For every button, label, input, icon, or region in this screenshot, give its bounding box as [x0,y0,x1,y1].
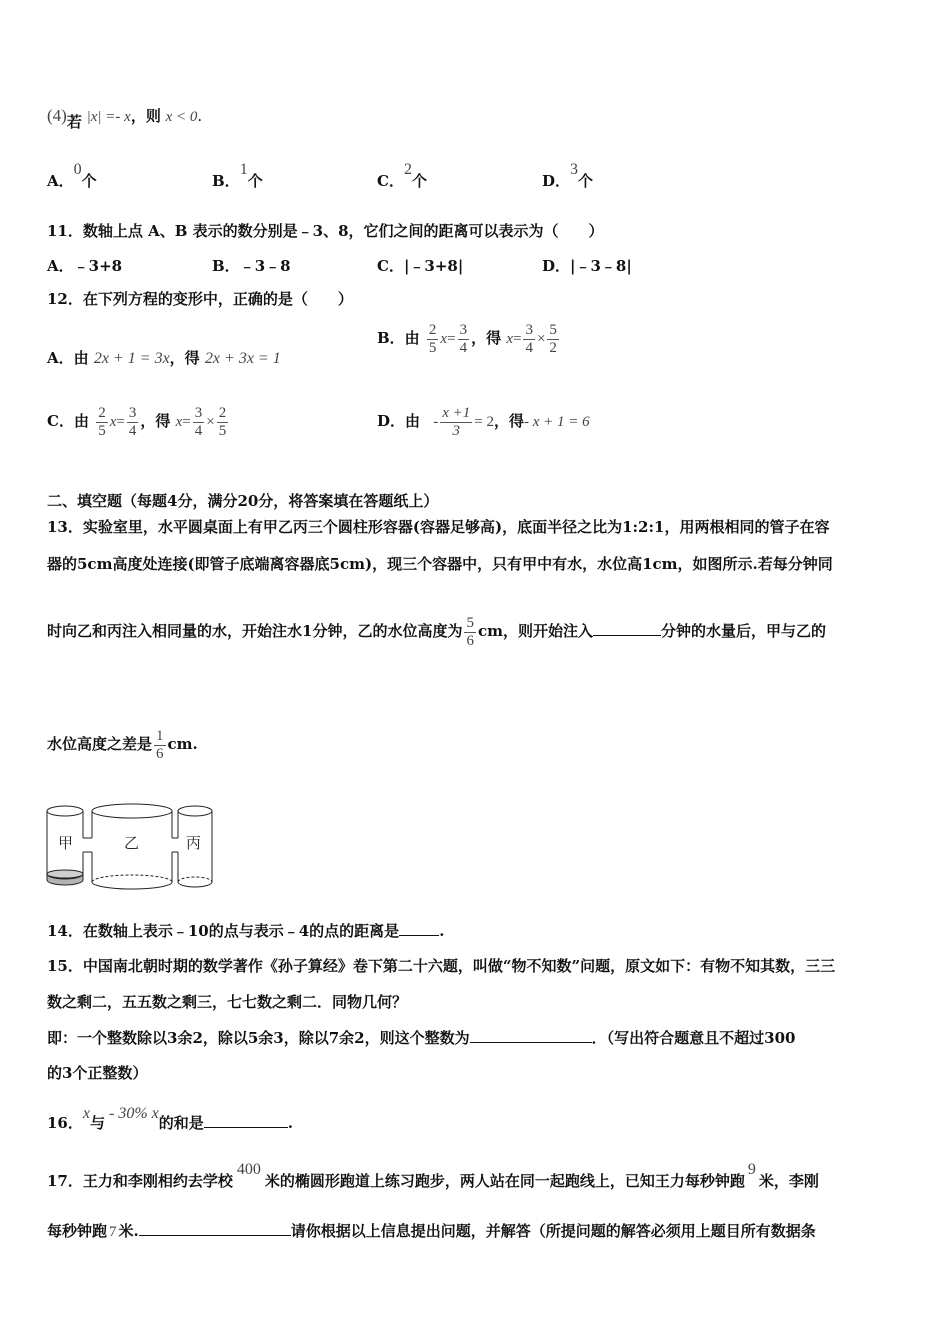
q15-line4: 的3个正整数） [47,1064,148,1082]
q12-option-b: B．由 $\frac{2}{5}$ x= $\frac{3}{4}$ ，得 x= $\frac{3}{4}$ × $\frac{5}{2}$ [377,322,557,356]
q11-option-a: A．﹣3+8 [47,257,123,275]
q10-option-a: A．0个 [47,161,97,190]
q15-answer-blank[interactable] [470,1028,592,1043]
q10-item4: (4)若 |x| =- x，则 x < 0. [47,106,203,131]
label-bing: 丙 [186,834,202,852]
q15-line2: 数之剩二，五五数之剩三，七七数之剩二．同物几何？ [47,993,408,1011]
q12-option-a: A．由 2x + 1 = 3x，得 2x + 3x = 1 [47,349,281,367]
q13-line2: 器的5cm高度处连接(即管子底端离容器底5cm)，现三个容器中，只有甲中有水，水位高1cm，如图所示.若每分钟同 [47,555,833,573]
q11-option-d: D．|﹣3﹣8| [542,257,632,275]
label-jia: 甲 [58,834,74,852]
q11-option-c: C．|﹣3+8| [377,257,464,275]
q13-answer-blank[interactable] [593,621,661,636]
q17-line1: 17．王力和李刚相约去学校400米的椭圆形跑道上练习跑步，两人站在同一起跑线上，已知王力每秒钟跑9米，李刚 [47,1161,819,1190]
q14: 14．在数轴上表示﹣10的点与表示﹣4的点的距离是 . [47,922,445,940]
q15-line1: 15．中国南北朝时期的数学著作《孙子算经》卷下第二十六题，叫做“物不知数”问题，原文如下：有物不知其数，三三 [47,957,836,975]
q10-option-c: C．2个 [377,161,427,190]
q13-line4: 水位高度之差是 $\frac{1}{6}$ cm. [47,728,198,762]
q12-stem: 12．在下列方程的变形中，正确的是（ ） [47,290,353,308]
q11-option-b: B．﹣3﹣8 [212,257,291,275]
q12-option-c: C．由 $\frac{2}{5}$ x= $\frac{3}{4}$ ，得 x= $\frac{3}{4}$ × $\frac{2}{5}$ [47,405,227,439]
q14-answer-blank[interactable] [399,921,439,936]
q10-option-b: B．1个 [212,161,263,190]
cylinders-figure [40,800,220,895]
q12-option-d: D．由 - $\frac{x +1}{3}$ = 2，得- x + 1 = 6 [377,405,590,439]
q13-line1: 13．实验室里，水平圆桌面上有甲乙丙三个圆柱形容器(容器足够高)，底面半径之比为1:2:1，用两根相同的管子在容 [47,518,830,536]
q13-line3: 时向乙和丙注入相同量的水，开始注水1分钟，乙的水位高度为 $\frac{5}{6}$ cm，则开始注入 分钟的水量后，甲与乙的 [47,615,826,649]
q15-line3: 即：一个整数除以3余2，除以5余3，除以7余2，则这个整数为 ．（写出符合题意且不超过300 [47,1029,796,1047]
label-yi: 乙 [124,834,140,852]
q16-answer-blank[interactable] [204,1113,288,1128]
q10-option-d: D．3个 [542,161,594,190]
q11-stem: 11．数轴上点 A、B 表示的数分别是﹣3、8，它们之间的距离可以表示为（ ） [47,222,604,240]
q16: 16．x与- 30% x的和是 . [47,1105,294,1132]
q17-answer-blank[interactable] [139,1221,291,1236]
q17-line2: 每秒钟跑 7 米. 请你根据以上信息提出问题，并解答（所提问题的解答必须用上题目所有数据条 [47,1222,816,1240]
section-heading: 二、填空题（每题4分，满分20分，将答案填在答题纸上） [47,492,439,510]
